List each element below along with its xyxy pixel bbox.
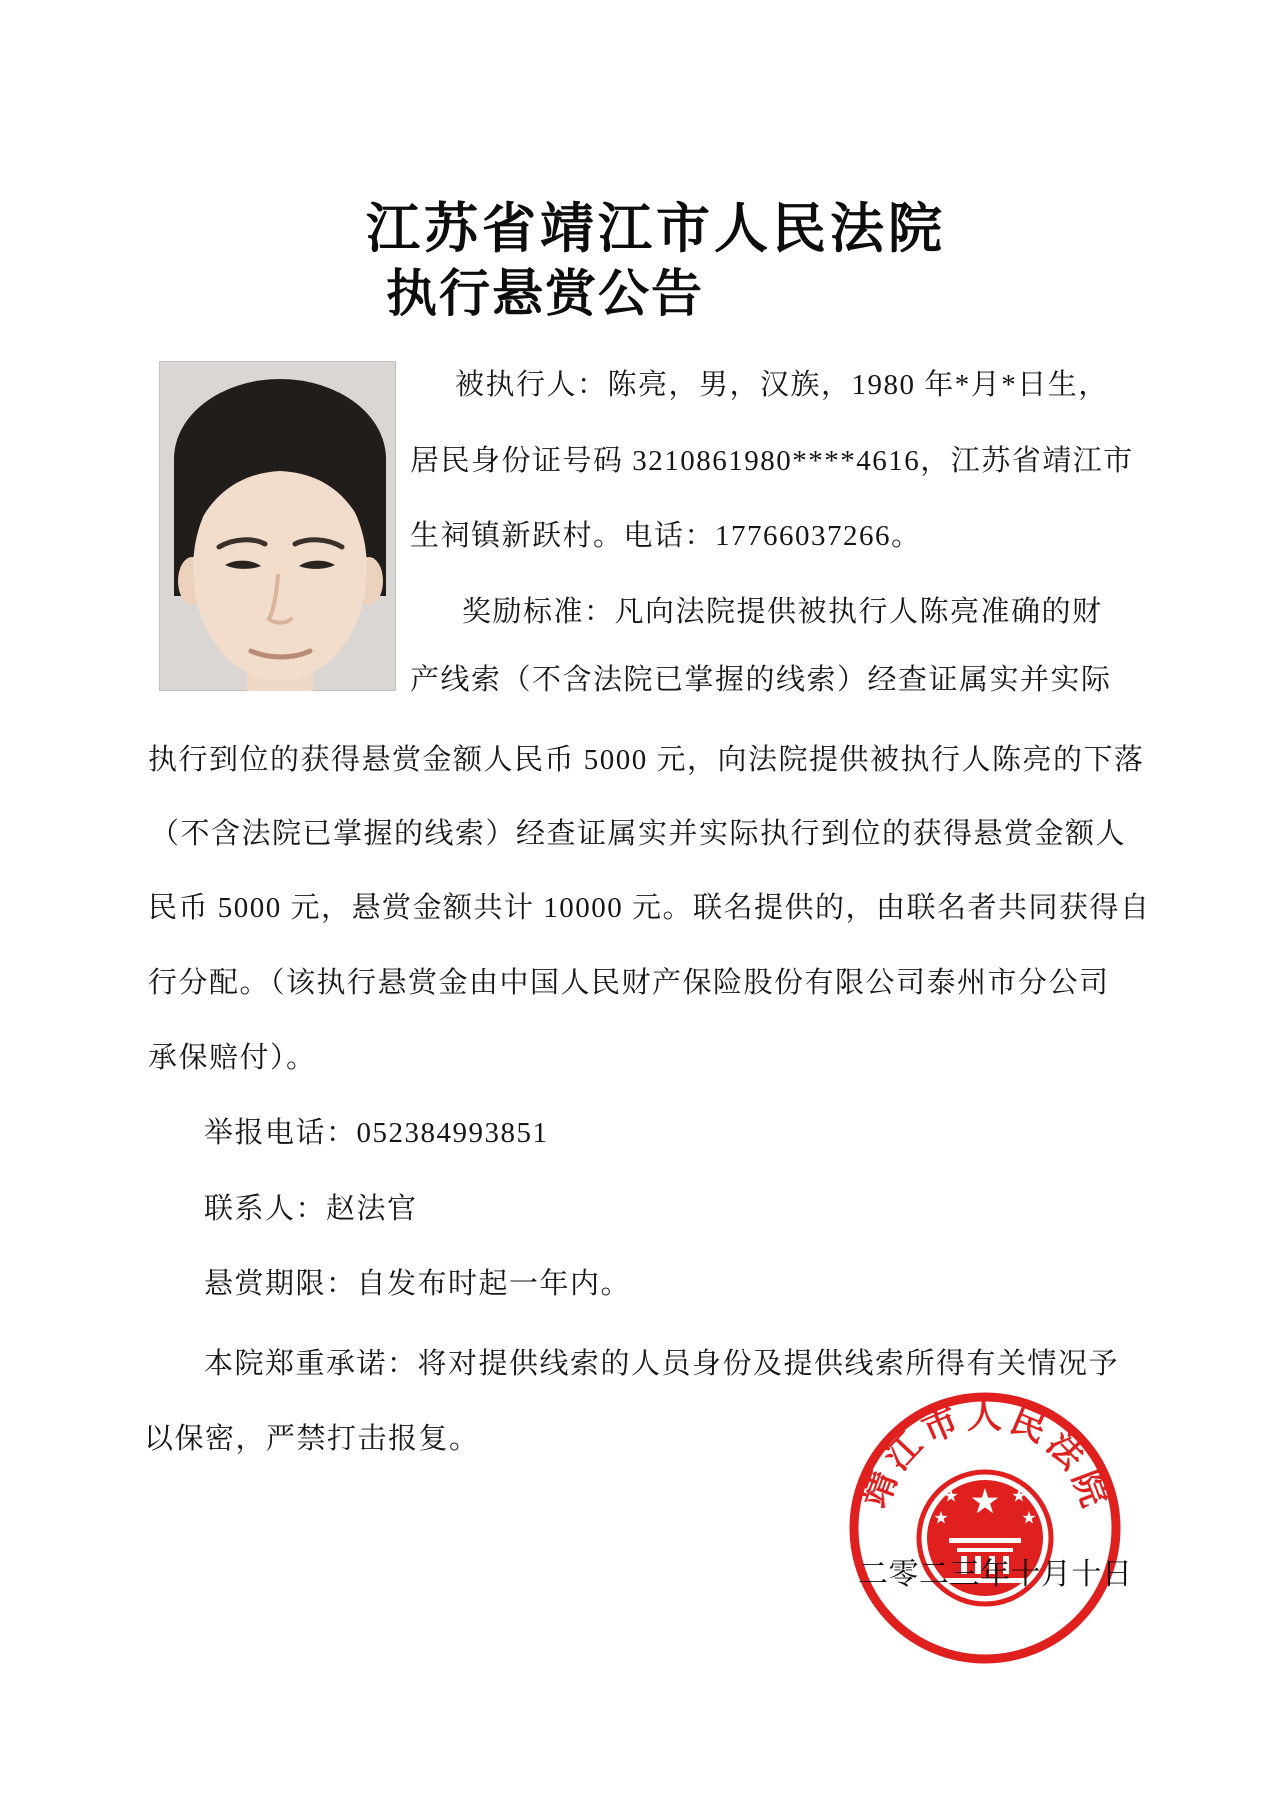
defendant-photo <box>159 361 396 691</box>
court-seal <box>845 1388 1125 1668</box>
body-line: 本院郑重承诺：将对提供线索的人员身份及提供线索所得有关情况予 <box>204 1348 1120 1380</box>
issue-date: 二零二三年十月十日 <box>858 1558 1133 1591</box>
body-line: 生祠镇新跃村。电话：17766037266。 <box>410 520 922 552</box>
seal-emblem-gate-roof <box>949 1538 1021 1543</box>
body-line: 以保密，严禁打击报复。 <box>144 1423 480 1455</box>
report-phone-line: 举报电话：052384993851 <box>204 1117 549 1149</box>
seal-court-name: 靖江市人民法院 <box>855 1396 1114 1513</box>
reward-period-line: 悬赏期限：自发布时起一年内。 <box>204 1268 632 1300</box>
body-line: 承保赔付）。 <box>148 1042 317 1074</box>
body-line: 被执行人：陈亮，男，汉族，1980 年*月*日生， <box>455 369 1109 401</box>
defendant-photo-image <box>159 361 396 691</box>
body-line: 居民身份证号码 3210861980****4616，江苏省靖江市 <box>410 445 1134 477</box>
page-title-court-name: 江苏省靖江市人民法院 <box>366 199 946 259</box>
page-title-announcement: 执行悬赏公告 <box>386 267 705 323</box>
body-line: 产线索（不含法院已掌握的线索）经查证属实并实际 <box>410 664 1112 696</box>
body-line: 执行到位的获得悬赏金额人民币 5000 元，向法院提供被执行人陈亮的下落 <box>148 744 1145 776</box>
court-seal-image <box>845 1388 1125 1668</box>
body-line: （不含法院已掌握的线索）经查证属实并实际执行到位的获得悬赏金额人 <box>150 818 1127 850</box>
body-line: 行分配。（该执行悬赏金由中国人民财产保险股份有限公司泰州市分公司 <box>148 967 1110 999</box>
body-line: 奖励标准：凡向法院提供被执行人陈亮准确的财 <box>462 596 1103 628</box>
contact-person-line: 联系人：赵法官 <box>204 1193 418 1225</box>
body-line: 民币 5000 元，悬赏金额共计 10000 元。联名提供的，由联名者共同获得自 <box>148 892 1151 924</box>
